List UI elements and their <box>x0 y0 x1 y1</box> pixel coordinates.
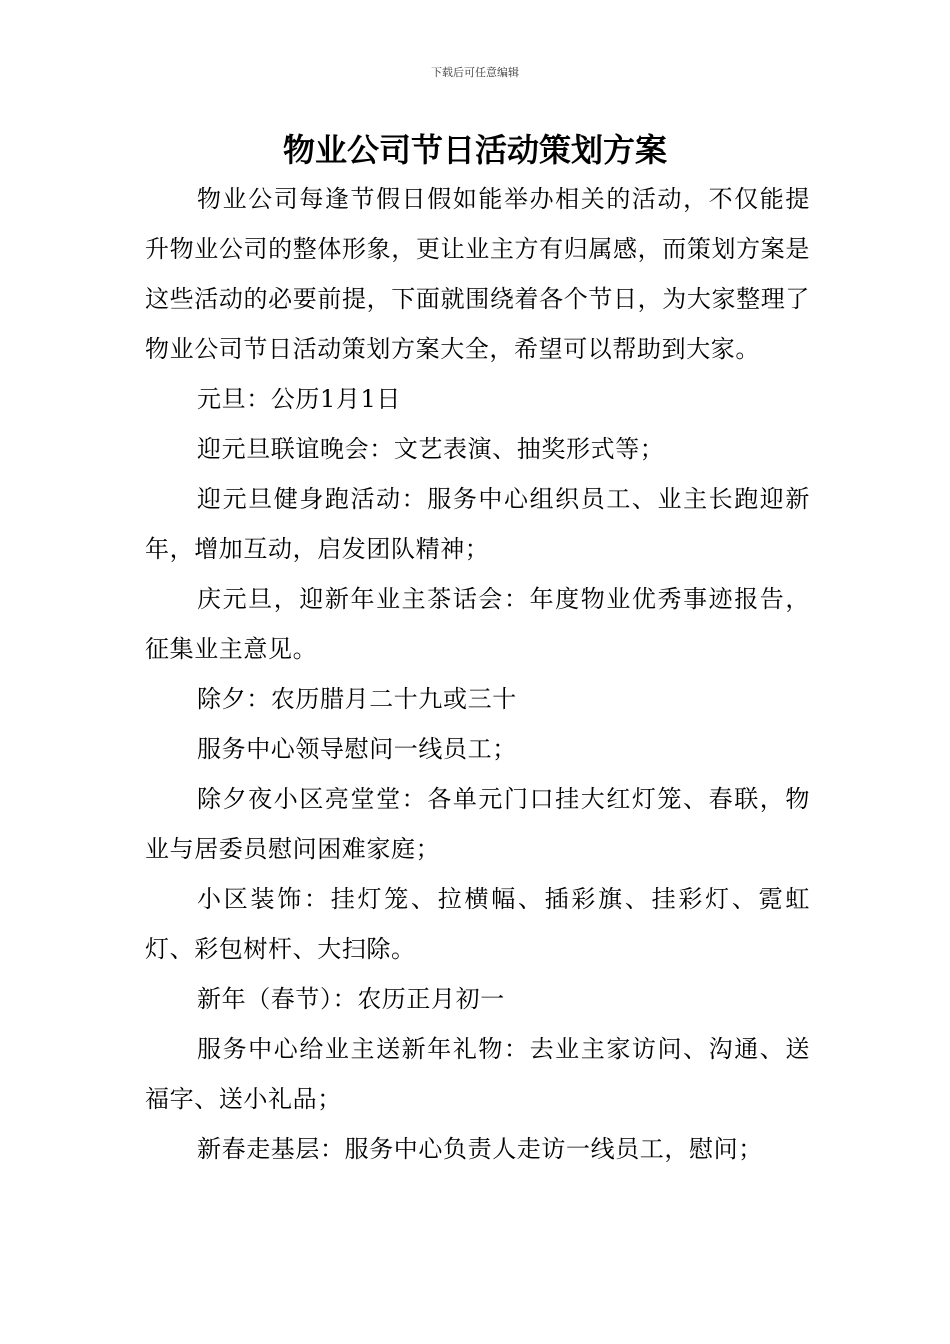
paragraph-new-year-date: 元旦：公历1月1日 <box>197 385 401 413</box>
document-body <box>145 174 810 1174</box>
paragraph-new-years-eve-visit: 服务中心领导慰问一线员工； <box>197 735 517 763</box>
paragraph-intro: 物业公司每逢节假日假如能举办相关的活动，不仅能提升物业公司的整体形象，更让业主方有归属感，而策划方案是这些活动的必要前提，下面就围绕着各个节日，为大家整理了物业公司节日活动策划方案大全，希望可以帮助到大家。 <box>145 185 810 363</box>
paragraph-decoration: 小区装饰：挂灯笼、拉横幅、插彩旗、挂彩灯、霓虹灯、彩包树杆、大扫除。 <box>145 885 810 963</box>
paragraph-new-years-eve-lanterns: 除夕夜小区亮堂堂：各单元门口挂大红灯笼、春联，物业与居委员慰问困难家庭； <box>145 785 810 863</box>
paragraph-spring-festival-gifts: 服务中心给业主送新年礼物：去业主家访问、沟通、送福字、送小礼品； <box>145 1035 810 1113</box>
document-title: 物业公司节日活动策划方案 <box>282 131 667 169</box>
paragraph-new-year-gala: 迎元旦联谊晚会：文艺表演、抽奖形式等； <box>197 435 665 463</box>
header-note: 下载后可任意编辑 <box>431 66 519 79</box>
paragraph-new-year-run: 迎元旦健身跑活动：服务中心组织员工、业主长跑迎新年，增加互动，启发团队精神； <box>145 485 810 563</box>
paragraph-spring-festival-date: 新年（春节）：农历正月初一 <box>197 985 505 1013</box>
paragraph-new-years-eve-date: 除夕：农历腊月二十九或三十 <box>197 685 517 713</box>
paragraph-new-year-tea-party: 庆元旦，迎新年业主茶话会：年度物业优秀事迹报告，征集业主意见。 <box>145 585 810 663</box>
paragraph-spring-festival-visit: 新春走基层：服务中心负责人走访一线员工，慰问； <box>197 1135 763 1163</box>
